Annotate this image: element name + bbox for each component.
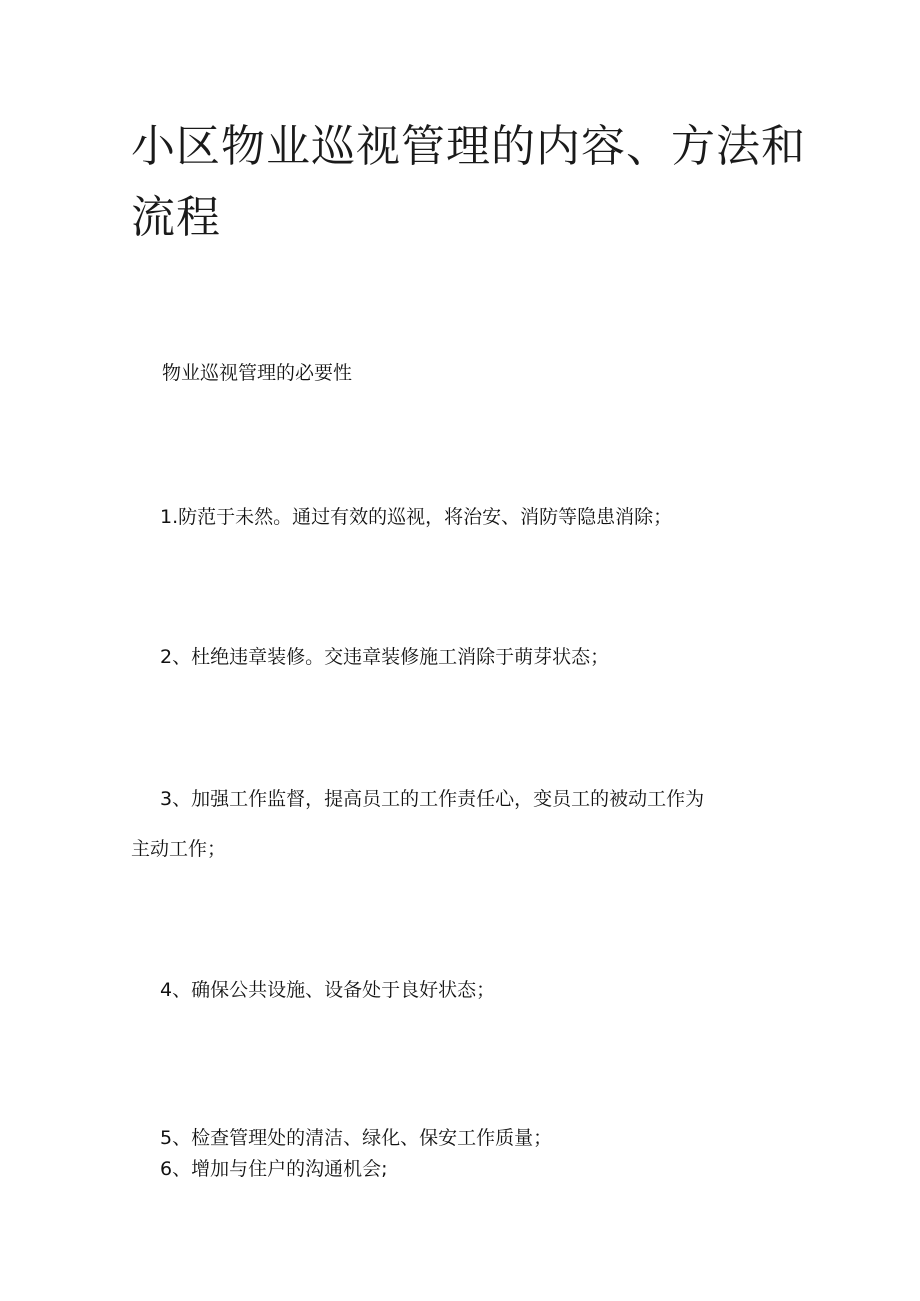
document-title-line-2: 流程 xyxy=(131,192,221,243)
paragraph-item-5: 5、检查管理处的清洁、绿化、保安工作质量； xyxy=(160,1127,553,1149)
paragraph-item-2: 2、杜绝违章装修。交违章装修施工消除于萌芽状态； xyxy=(160,646,610,668)
paragraph-item-3-line-2: 主动工作； xyxy=(131,838,227,860)
paragraph-item-1: 1.防范于未然。通过有效的巡视，将治安、消防等隐患消除； xyxy=(160,506,673,528)
paragraph-item-6: 6、增加与住户的沟通机会; xyxy=(160,1158,388,1180)
paragraph-item-3-line-1: 3、加强工作监督，提高员工的工作责任心，变员工的被动工作为 xyxy=(160,788,705,810)
document-title-line-1: 小区物业巡视管理的内容、方法和 xyxy=(131,121,806,172)
section-heading: 物业巡视管理的必要性 xyxy=(162,362,353,384)
paragraph-item-4: 4、确保公共设施、设备处于良好状态； xyxy=(160,979,496,1001)
